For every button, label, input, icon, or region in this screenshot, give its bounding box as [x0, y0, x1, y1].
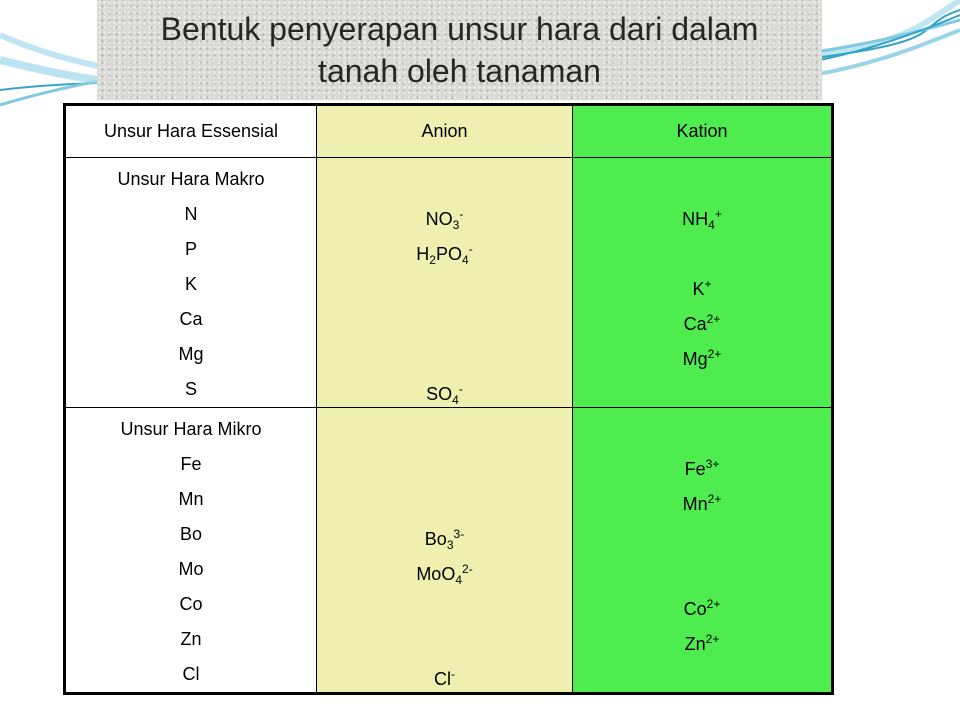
anion-formula [317, 587, 572, 622]
anion-formula [317, 372, 572, 407]
formula-part: PO [435, 244, 462, 264]
formula-superscript: - [459, 207, 464, 221]
cation-formula [573, 552, 831, 587]
formula-base: NO [425, 209, 453, 229]
formula-superscript: 3- [453, 527, 465, 541]
formula-base: Cl [434, 669, 451, 689]
header-row [65, 105, 833, 158]
formula-superscript: - [458, 382, 463, 396]
formula-subscript: 4 [708, 218, 715, 232]
spacer [317, 162, 572, 197]
title-line-1: Bentuk penyerapan unsur hara dari dalam [160, 11, 759, 47]
title-line-2: tanah oleh tanaman [318, 53, 601, 89]
spacer [573, 162, 831, 197]
cation-formula [573, 267, 831, 302]
formula-base: Ca [683, 314, 707, 334]
formula-subscript: 3 [446, 538, 454, 552]
element-symbol: Ca [179, 309, 203, 329]
formula-subscript: 2 [429, 253, 436, 267]
formula-base: Mg [682, 349, 708, 369]
element-symbol: Cl [182, 664, 200, 684]
formula-superscript: - [451, 667, 455, 681]
anion-formula [317, 267, 572, 302]
element-symbol: Zn [180, 629, 202, 649]
element-symbol: K [184, 274, 197, 294]
makro-elements-cell [65, 158, 317, 408]
header-essential: Unsur Hara Essensial [65, 105, 317, 158]
formula-base: K [692, 279, 705, 299]
mikro-kation-cell [573, 408, 833, 694]
element-symbol: Fe [180, 454, 202, 474]
formula-base: H [416, 244, 430, 264]
element-symbol: Bo [179, 524, 203, 544]
element-symbol: N [184, 204, 198, 224]
anion-formula [317, 552, 572, 587]
makro-label: Unsur Hara Makro [117, 169, 265, 189]
anion-formula [317, 197, 572, 232]
formula-subscript: 4 [452, 393, 459, 407]
formula-base: Zn [684, 634, 706, 654]
formula-superscript: 2+ [706, 312, 721, 326]
element-symbol: Mg [178, 344, 204, 364]
formula-superscript: 2- [462, 562, 473, 576]
cation-formula [573, 657, 831, 692]
mikro-elements-cell [65, 408, 317, 694]
formula-superscript: + [704, 277, 712, 291]
cation-formula [573, 622, 831, 657]
element-symbol: Mn [178, 489, 204, 509]
element-symbol: Co [179, 594, 203, 614]
formula-superscript: 3+ [705, 457, 720, 471]
formula-base: SO [426, 384, 453, 404]
spacer [317, 412, 572, 447]
makro-kation-cell [573, 158, 833, 408]
anion-formula [317, 302, 572, 337]
anion-formula [317, 657, 572, 692]
anion-formula [317, 622, 572, 657]
cation-formula [573, 482, 831, 517]
mikro-label: Unsur Hara Mikro [120, 419, 262, 439]
mikro-anion-cell [317, 408, 573, 694]
formula-base: Co [683, 599, 707, 619]
formula-base: NH [682, 209, 709, 229]
anion-formula [317, 337, 572, 372]
formula-superscript: + [714, 207, 722, 221]
formula-base: MoO [416, 564, 456, 584]
formula-superscript: 2+ [707, 347, 722, 361]
anion-formula [317, 482, 572, 517]
formula-superscript: - [468, 242, 473, 256]
formula-subscript: 4 [462, 253, 469, 267]
cation-formula [573, 302, 831, 337]
makro-anion-cell [317, 158, 573, 408]
formula-superscript: 2+ [707, 492, 722, 506]
formula-superscript: 2+ [705, 632, 720, 646]
formula-base: Mn [682, 494, 708, 514]
makro-row [65, 158, 833, 408]
formula-subscript: 3 [452, 218, 460, 232]
cation-formula [573, 587, 831, 622]
anion-formula [317, 232, 572, 267]
nutrient-table [63, 103, 834, 695]
cation-formula [573, 447, 831, 482]
element-symbol: S [184, 379, 197, 399]
element-symbol: P [184, 239, 197, 259]
slide-title [97, 8, 822, 92]
anion-formula [317, 447, 572, 482]
formula-superscript: 2+ [706, 597, 721, 611]
formula-base: Fe [684, 459, 706, 479]
cation-formula [573, 232, 831, 267]
cation-formula [573, 517, 831, 552]
element-symbol: Mo [178, 559, 204, 579]
anion-formula [317, 517, 572, 552]
cation-formula [573, 337, 831, 372]
mikro-row [65, 408, 833, 694]
formula-base: Bo [424, 529, 447, 549]
cation-formula [573, 372, 831, 407]
spacer [573, 412, 831, 447]
header-anion: Anion [317, 105, 573, 158]
formula-subscript: 4 [455, 573, 463, 587]
cation-formula [573, 197, 831, 232]
header-kation: Kation [573, 105, 833, 158]
